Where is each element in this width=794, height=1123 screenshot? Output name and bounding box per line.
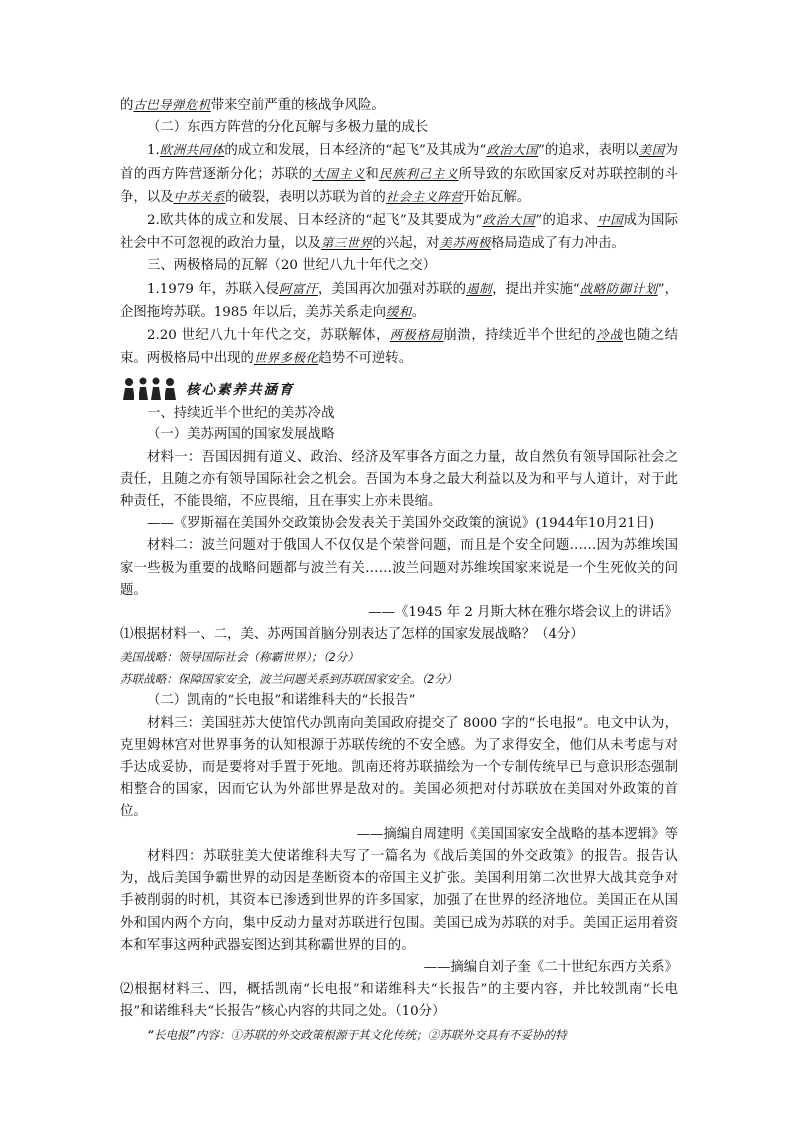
document-page [120, 94, 678, 1046]
fill-answer: 美国 [638, 142, 665, 158]
material-2: 材料二：波兰问题对于俄国人不仅仅是个荣誉问题，而且是个安全问题……因为苏维埃国家一些极为重要的战略问题都与波兰有关……波兰问题对苏维埃国家来说是一个生死攸关的问题。 [120, 538, 678, 598]
subsection-heading: （二）凯南的“长电报”和诺维科夫的“长报告” [147, 693, 416, 709]
fill-answer: 阿富汗 [279, 280, 318, 296]
fill-answer: 世界多极化 [253, 350, 319, 366]
paragraph-4: 2.20 世纪八九十年代之交，苏联解体，两极格局崩溃，持续近半个世纪的冷战也随之结束。两极格局中出现的世界多极化趋势不可逆转。 [120, 327, 679, 367]
material-3: 材料三：美国驻苏大使馆代办凯南向美国政府提交了 8000 字的“长电报”。电文中认为，克里姆林宫对世界事务的认知根源于苏联传统的不安全感。为了求得安全，他们从未考虑与对手达成妥协，而是要将对手置于死地。凯南还将苏联描绘为一个专制传统早已与意识形态强制相整合的国家，因而它认为外部世界是敌对的。美国必须把对付苏联放在美国对外政策的首位。 [120, 715, 678, 820]
subsection-heading: （一）美苏两国的国家发展战略 [147, 427, 335, 443]
paragraph-3: 1.1979 年，苏联入侵阿富汗，美国再次加强对苏联的遏制，提出并实施“战略防御计划”，企图拖垮苏联。1985 年以后，美苏关系走向缓和。 [120, 280, 679, 320]
material-4-source: ——摘编自刘子奎《二十世纪东西方关系》 [423, 959, 678, 975]
material-3-source: ——摘编自周建明《美国国家安全战略的基本逻辑》等 [356, 826, 678, 842]
material-2-source: ——《1945 年 2 月斯大林在雅尔塔会议上的讲话》 [368, 605, 678, 621]
fill-answer: 美苏两极 [439, 235, 491, 251]
line-cuban-crisis: 的古巴导弹危机带来空前严重的核战争风险。 [120, 97, 385, 113]
fill-answer: 欧洲共同体 [159, 142, 225, 158]
fill-answer: 民族利己主义 [379, 165, 459, 181]
subsection-heading: （二）东西方阵营的分化瓦解与多极力量的成长 [147, 120, 429, 136]
people-icon [120, 373, 180, 403]
material-1: 材料一：吾国因拥有道义、政治、经济及军事各方面之力量，故自然负有领导国际社会之责任，且随之亦有领导国际社会之机会。吾国为本身之最大利益以及为和平与人道计，对于此种责任，不能畏缩，不应畏缩，且在事实上亦未畏缩。 [120, 449, 678, 510]
fill-answer: 缓和 [385, 303, 412, 319]
section-heading: 一、持续近半个世纪的美苏冷战 [147, 406, 335, 422]
question-1: ⑴根据材料一、二，美、苏两国首脑分别表达了怎样的国家发展战略？（4分） [120, 627, 584, 643]
fill-answer: 战略防御计划 [579, 280, 658, 296]
section-heading: 三、两极格局的瓦解（20 世纪八九十年代之交） [147, 258, 437, 274]
material-1-source: ——《罗斯福在美国外交政策协会发表关于美国外交政策的演说》(1944年10月21日) [147, 516, 655, 532]
fill-answer: 政治大国 [482, 212, 536, 228]
fill-answer: 政治大国 [486, 142, 539, 158]
fill-answer: 大国主义 [312, 165, 366, 181]
answer-line: 苏联战略：保障国家安全，波兰问题关系到苏联国家安全。（2分） [120, 672, 458, 687]
fill-answer: 中苏关系 [173, 188, 226, 204]
fill-answer: 第三世界 [320, 235, 373, 251]
answer-line: 美国战略：领导国际社会（称霸世界）；（2分） [120, 650, 359, 665]
fill-answer: 中国 [597, 212, 624, 228]
paragraph-1: 1.欧洲共同体的成立和发展，日本经济的“起飞”及其成为“政治大国”的追求，表明以美国为首的西方阵营逐渐分化；苏联的大国主义和民族利己主义所导致的东欧国家反对苏联控制的斗争，以及中苏关系的破裂，表明以苏联为首的社会主义阵营开始瓦解。 [120, 142, 679, 205]
answer-line: “长电报”内容：①苏联的外交政策根源于其文化传统；②苏联外交具有不妥协的特 [147, 1027, 567, 1042]
material-4: 材料四：苏联驻美大使诺维科夫写了一篇名为《战后美国的外交政策》的报告。报告认为，战后美国争霸世界的动因是垄断资本的帝国主义扩张。美国利用第二次世界大战其竞争对手被削弱的时机，其资本已渗透到世界的许多国家，加强了在世界的经济地位。美国正在从国外和国内两个方向，集中反动力量对苏联进行包围。美国已成为苏联的对手。美国正运用着资本和军事这两种武器妄图达到其称霸世界的目的。 [120, 848, 678, 953]
fill-answer: 两极格局 [389, 327, 444, 343]
fill-answer: 遏制 [466, 280, 493, 296]
question-2: ⑵根据材料三、四，概括凯南“长电报”和诺维科夫“长报告”的主要内容，并比较凯南“长电报”和诺维科夫“长报告”核心内容的共同之处。（10分） [120, 982, 678, 1020]
banner-title: 核心素养共涵育 [186, 382, 295, 399]
fill-answer: 社会主义阵营 [385, 188, 464, 204]
fill-answer: 冷战 [596, 327, 623, 343]
paragraph-2: 2.欧共体的成立和发展、日本经济的“起飞”及其要成为“政治大国”的追求、中国成为国际社会中不可忽视的政治力量，以及第三世界的兴起，对美苏两极格局造成了有力冲击。 [120, 212, 679, 252]
fill-answer: 古巴导弹危机 [133, 97, 211, 112]
core-literacy-banner [120, 373, 678, 403]
